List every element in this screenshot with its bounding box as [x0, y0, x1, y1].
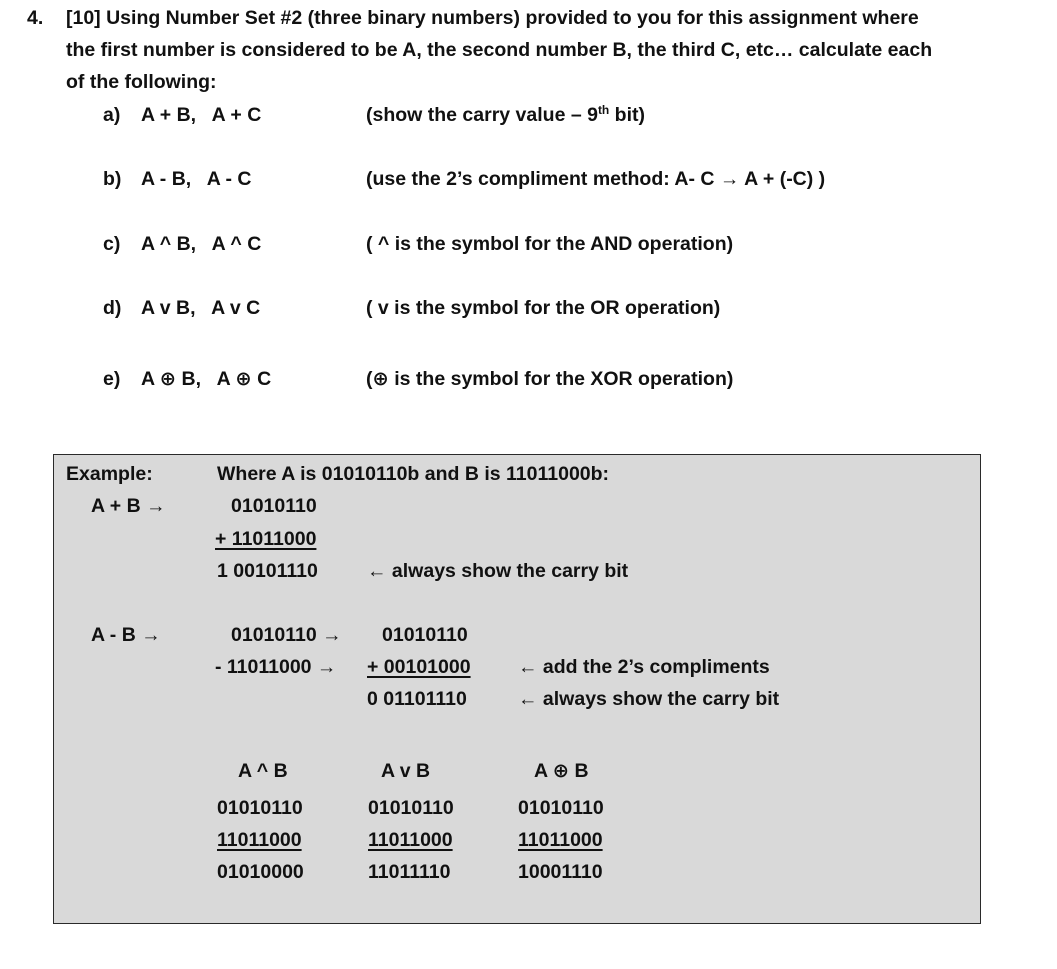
question-line-2: the first number is considered to be A, the second number B, the third C, etc… calculate each: [66, 39, 933, 61]
item-c-letter: c): [103, 233, 121, 255]
item-d-letter: d): [103, 297, 122, 319]
sub-row2-right: + 00101000: [367, 656, 471, 678]
and-header: A ^ B: [238, 760, 288, 782]
or-result: 11011110: [368, 861, 451, 883]
item-a-expression: A + B, A + C: [141, 104, 262, 126]
add-carry-note: ← always show the carry bit: [367, 560, 629, 582]
sub-row1-right: 01010110: [382, 624, 468, 646]
or-header: A v B: [381, 760, 431, 782]
xor-operand-a: 01010110: [518, 797, 604, 819]
item-a-note: (show the carry value – 9th bit): [366, 103, 645, 126]
item-b-letter: b): [103, 168, 122, 190]
add-operand-b: + 11011000: [215, 528, 317, 550]
sub-result: 0 01101110: [367, 688, 467, 710]
add-operand-a: 01010110: [231, 495, 317, 517]
and-operand-b: 11011000: [217, 829, 302, 851]
question-line-3: of the following:: [66, 71, 217, 93]
sub-complement-note: ← add the 2’s compliments: [518, 656, 770, 678]
and-operand-a: 01010110: [217, 797, 303, 819]
add-label: A + B →: [91, 495, 166, 517]
and-result: 01010000: [217, 861, 304, 883]
sub-row1-left: 01010110 →: [231, 624, 342, 646]
item-d-expression: A v B, A v C: [141, 297, 261, 319]
item-b-note: (use the 2’s compliment method: A- C → A + (-C) ): [366, 168, 826, 190]
item-d-note: ( v is the symbol for the OR operation): [366, 297, 721, 319]
item-e-letter: e): [103, 368, 121, 390]
item-c-expression: A ^ B, A ^ C: [141, 233, 262, 255]
item-a-letter: a): [103, 104, 121, 126]
sub-row2-left: - 11011000 →: [215, 656, 337, 678]
example-box: [53, 454, 981, 924]
question-number: 4.: [27, 7, 44, 29]
xor-operand-b: 11011000: [518, 829, 603, 851]
example-intro: Where A is 01010110b and B is 11011000b:: [217, 463, 610, 485]
sub-carry-note: ← always show the carry bit: [518, 688, 780, 710]
item-e-note: (⊕ is the symbol for the XOR operation): [366, 368, 734, 390]
xor-header: A ⊕ B: [534, 760, 589, 782]
add-result: 1 00101110: [217, 560, 318, 582]
or-operand-b: 11011000: [368, 829, 453, 851]
item-b-expression: A - B, A - C: [141, 168, 252, 190]
xor-result: 10001110: [518, 861, 603, 883]
example-label: Example:: [66, 463, 153, 485]
or-operand-a: 01010110: [368, 797, 454, 819]
item-e-expression: A ⊕ B, A ⊕ C: [141, 368, 272, 390]
question-line-1: [10] Using Number Set #2 (three binary numbers) provided to you for this assignment where: [66, 7, 919, 29]
item-c-note: ( ^ is the symbol for the AND operation): [366, 233, 734, 255]
sub-label: A - B →: [91, 624, 161, 646]
